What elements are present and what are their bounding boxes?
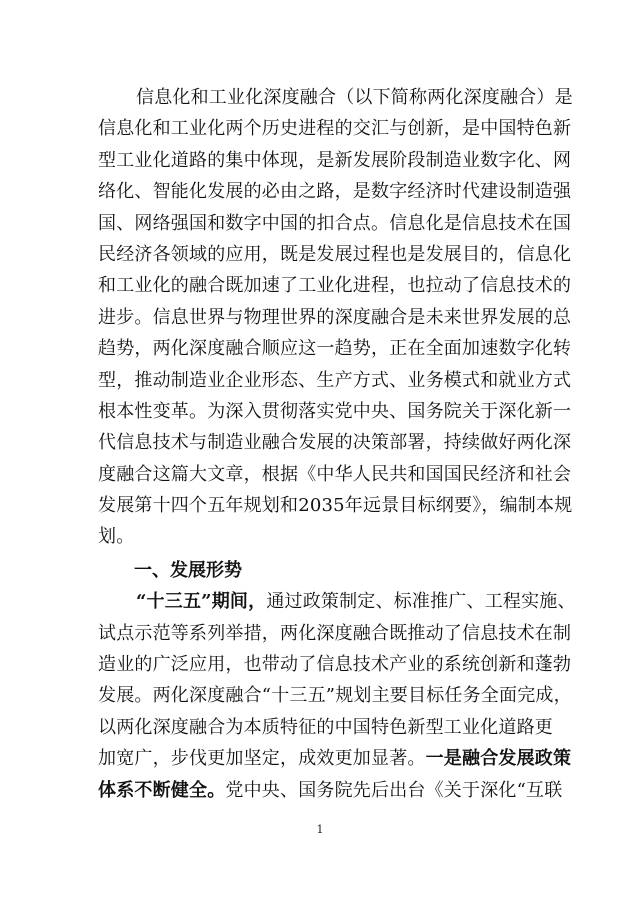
text-line: 进步。信息世界与物理世界的深度融合是未来世界发展的总 — [98, 306, 572, 328]
text-line: 趋势，两化深度融合顺应这一趋势，正在全面加速数字化转 — [98, 338, 572, 360]
text-line: 信息化和工业化两个历史进程的交汇与创新，是中国特色新 — [98, 118, 572, 140]
text-line: 信息化和工业化深度融合（以下简称两化深度融合）是 — [136, 87, 573, 108]
page-number: 1 — [316, 823, 324, 836]
text-line: 型，推动制造业企业形态、生产方式、业务模式和就业方式 — [98, 369, 572, 391]
text-line: 发展。两化深度融合“十三五”规划主要目标任务全面完成， — [98, 685, 572, 707]
text-line: 和工业化的融合既加速了工业化进程，也拉动了信息技术的 — [98, 275, 572, 297]
text-span: 通过政策制定、标准推广、工程实施、 — [266, 591, 576, 613]
text-line: 民经济各领域的应用，既是发展过程也是发展目的，信息化 — [98, 243, 572, 265]
development-paragraph — [98, 586, 576, 806]
document-body — [98, 82, 576, 806]
text-line: 根本性变革。为深入贯彻落实党中央、国务院关于深化新一 — [98, 400, 572, 422]
text-line: 划。 — [98, 526, 135, 548]
section-heading: 一、发展形势 — [134, 559, 242, 581]
text-line: 发展第十四个五年规划和2035年远景目标纲要》，编制本规 — [98, 495, 573, 517]
bold-phrase: 体系不断健全。 — [98, 779, 226, 801]
text-line: 络化、智能化发展的必由之路，是数字经济时代建设制造强 — [98, 181, 572, 203]
text-line: 度融合这篇大文章，根据《中华人民共和国国民经济和社会 — [98, 463, 572, 485]
text-span: 加宽广，步伐更加坚定，成效更加显著。 — [98, 748, 426, 770]
text-line: 造业的广泛应用，也带动了信息技术产业的系统创新和蓬勃 — [98, 654, 572, 676]
text-line: 国、网络强国和数字中国的扣合点。信息化是信息技术在国 — [98, 212, 572, 234]
text-span: 党中央、国务院先后出台《关于深化“互联 — [225, 779, 563, 801]
text-line: 代信息技术与制造业融合发展的决策部署，持续做好两化深 — [98, 432, 572, 454]
text-line — [98, 775, 563, 806]
text-line — [98, 743, 572, 774]
text-line: 试点示范等系列举措，两化深度融合既推动了信息技术在制 — [98, 622, 572, 644]
bold-phrase: 一是融合发展政策 — [425, 748, 572, 770]
bold-phrase: “十三五”期间， — [136, 591, 267, 613]
text-line: 型工业化道路的集中体现，是新发展阶段制造业数字化、网 — [98, 149, 572, 171]
text-line — [98, 586, 576, 617]
text-line: 以两化深度融合为本质特征的中国特色新型工业化道路更 — [98, 716, 553, 738]
intro-paragraph — [98, 82, 573, 553]
